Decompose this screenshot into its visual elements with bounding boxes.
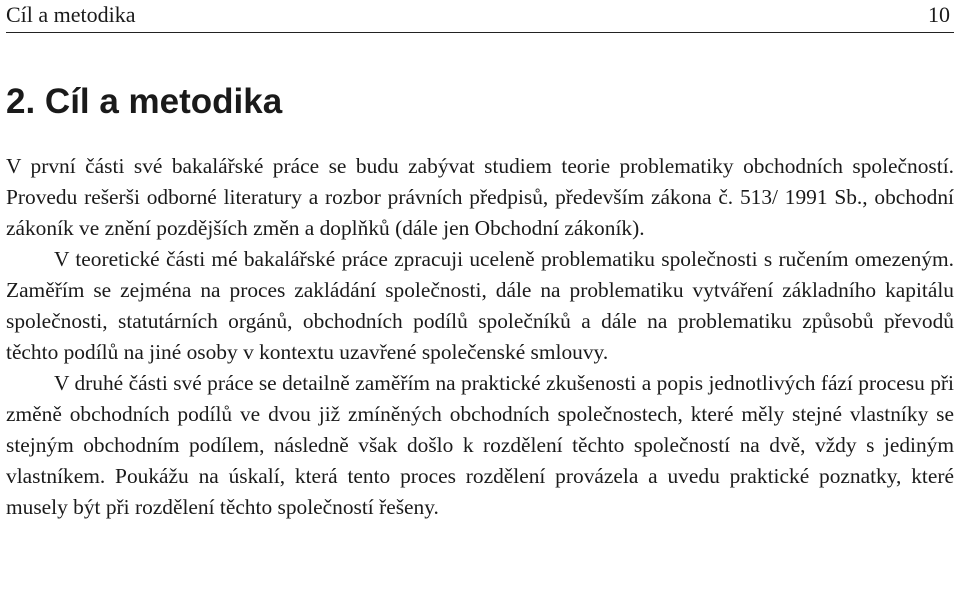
chapter-title: 2. Cíl a metodika: [6, 82, 283, 121]
text-line: V první části své bakalářské práce se budu zabývat studiem teorie problematiky: [6, 154, 734, 178]
running-title: Cíl a metodika: [6, 2, 136, 27]
text-line: (dále jen Obchodní zákoník).: [395, 216, 645, 240]
text-line: podílů společníků a dále na problematiku způsobů převodů těchto podílů na jiné osoby: [6, 309, 954, 364]
text-line: která tento proces rozdělení provázela a uvedu praktické poznatky, které musely být při: [6, 464, 954, 519]
text-line: především zákona č. 513/ 1991 Sb., obchodní zákoník ve znění pozdějších změn a doplňků: [6, 185, 955, 240]
text-line: s ručením omezeným. Zaměřím se zejména na proces zakládání společnosti, dále na: [6, 247, 954, 302]
text-line: V teoretické části mé bakalářské práce zpracuji uceleně problematiku společnosti: [54, 247, 758, 271]
text-line: rozdělení těchto společností řešeny.: [134, 495, 439, 519]
text-line: došlo k rozdělení těchto společností na dvě, vždy s jediným vlastníkem. Poukážu na úskalí,: [6, 433, 954, 488]
running-header: [6, 0, 954, 33]
text-line: obchodních společností. Provedu rešerši odborné literatury a rozbor právních předpisů,: [6, 154, 954, 209]
paragraph-theory: [6, 244, 954, 368]
body-text: [6, 151, 954, 523]
text-line: V druhé části své práce se detailně zaměřím na praktické zkušenosti a popis: [54, 371, 704, 395]
paragraph-practice: [6, 368, 954, 523]
text-line: jednotlivých fází procesu při změně obchodních podílů ve dvou již zmíněných obchodních: [6, 371, 954, 426]
text-line: problematiku vytváření základního kapitálu společnosti, statutárních orgánů, obchodních: [6, 278, 954, 333]
paragraph-intro: [6, 151, 954, 244]
text-line: společnostech, které měly stejné vlastníky se stejným obchodním podílem, následně však: [6, 402, 954, 457]
page-number: 10: [928, 2, 950, 27]
text-line: v kontextu uzavřené společenské smlouvy.: [243, 340, 609, 364]
